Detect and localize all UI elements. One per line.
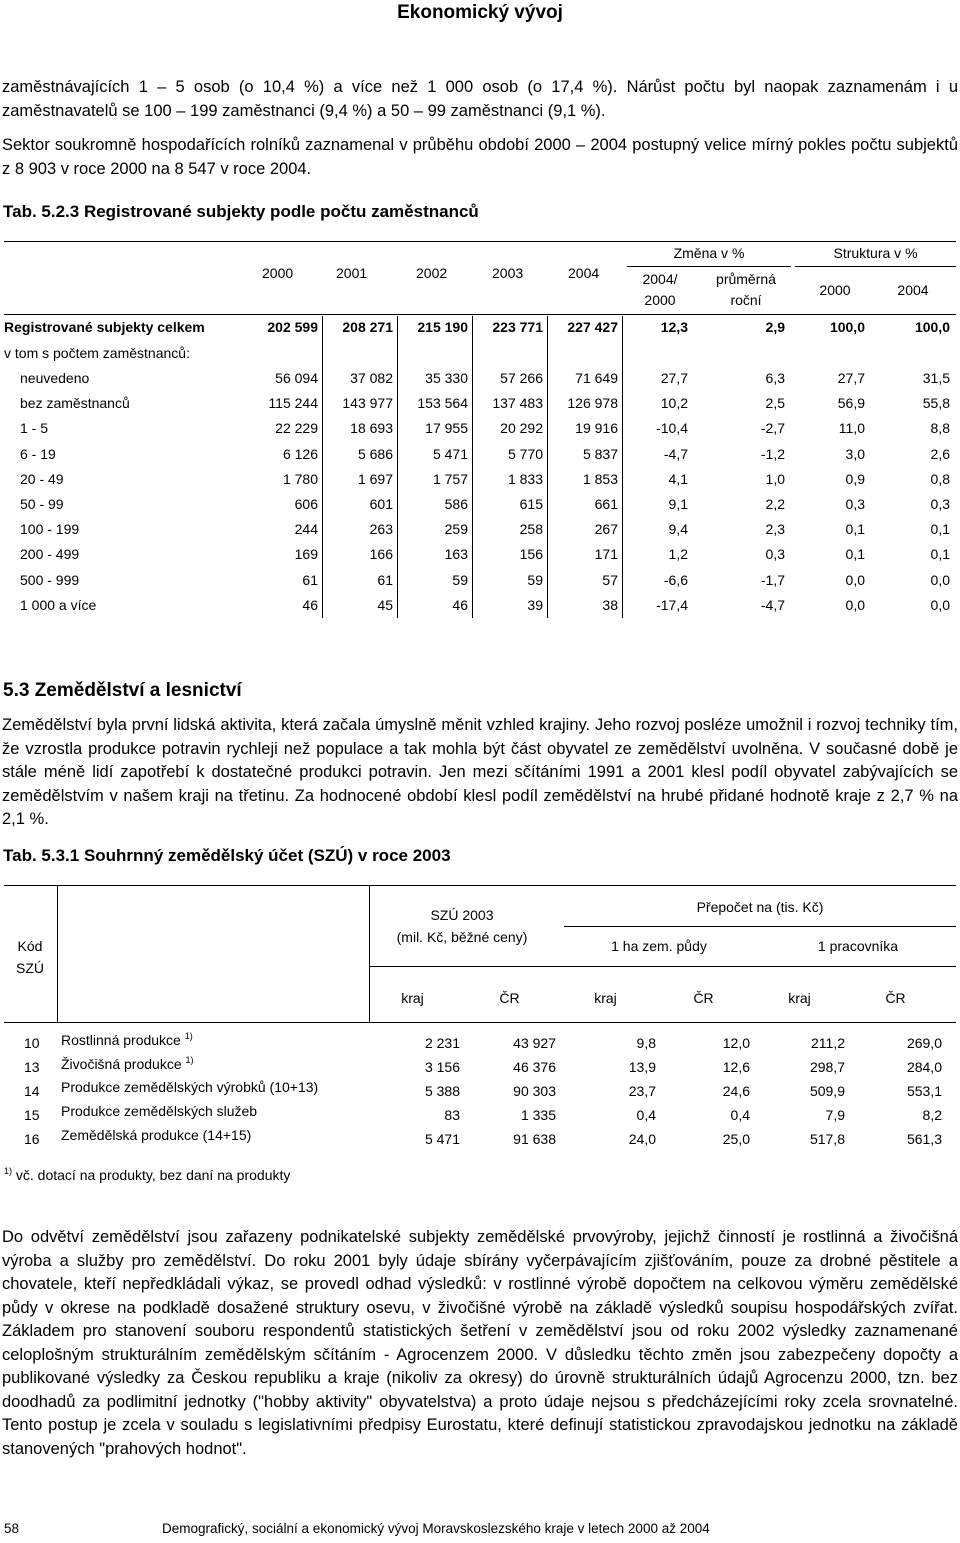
table1-cell: -6,6 (663, 571, 688, 588)
table1-cell: 8,8 (930, 420, 950, 437)
table1-cell: 0,1 (930, 546, 950, 563)
table1-change-sub1-a: 2004/ (642, 271, 678, 287)
table1-cell: 115 244 (268, 395, 318, 412)
table1-cell: 2,5 (765, 395, 785, 412)
table2-top-rule (4, 885, 956, 886)
table1-total-cell: 202 599 (267, 319, 318, 335)
table2-row-label-text: Produkce zemědělských služeb (61, 1103, 258, 1119)
table2-row-label-text: Zemědělská produkce (14+15) (61, 1127, 252, 1143)
table1-cell: 20 292 (500, 420, 543, 437)
table1-total-cell: 12,3 (660, 319, 688, 335)
table2-pracovnik: 1 pracovníka (817, 938, 899, 954)
table2-cell: 561,3 (906, 1131, 942, 1147)
table2-row-code: 10 (24, 1035, 40, 1051)
table2-cell: 284,0 (906, 1059, 942, 1075)
table1-cell: 171 (594, 546, 618, 563)
table2-row-label (61, 1031, 193, 1048)
table1-year-2004: 2004 (568, 265, 600, 281)
table1-total-label: Registrované subjekty celkem (4, 319, 205, 335)
table2-cell: 269,0 (906, 1035, 942, 1051)
table1-cell: 57 (602, 571, 618, 588)
table2-kod-a: Kód (17, 938, 43, 954)
table2-footnote (4, 1166, 290, 1183)
table1-cell: 19 916 (575, 420, 618, 437)
table1-cell: 9,1 (668, 496, 688, 512)
table1-cell: 9,4 (668, 521, 688, 538)
table2-cell: 0,4 (636, 1107, 656, 1123)
table1-row-label: 1 - 5 (20, 420, 49, 437)
table1-total-cell: 223 771 (492, 319, 543, 335)
closing-paragraph: Do odvětví zemědělství jsou zařazeny podnikatelské subjekty zemědělské prvovýroby, jejichž činností je rostlinná a živočišná výroba a služby pro zemědělství. Do roku 2001 byly údaje sbírány vyčerpávajícím zjišťováním, pouze za drobné pěstitele a chovatele, kteří nepředkládali výkaz, se provedl odhad výsledků: v rostlinné výrobě dopočtem na celkovou výměru zemědělské půdy v okrese na podkladě dosažené struktury osevu, v živočišné výrobě na základě výsledků soupisu hospodářských zvířat. Základem pro stanovení souboru respondentů statistických šetření v zemědělství jsou od roku 2002 výsledky zaznamenané celoplošným strukturálním zemědělským sčítáním - Agrocenzem 2000. V důsledku těchto změn jsou zabezpečeny dopočty a publikované výsledky za Českou republiku a kraje (nikoliv za okresy) do úrovně strukturálních údajů Agrocenzu 2000, tzn. bez doodhadů za podlimitní jednotky ("hobby aktivity" obyvatelstva) a proto údaje nejsou s předcházejícími roky zcela srovnatelné. Tento postup je zcela v souladu s legislativními předpisy Eurostatu, které definují statistickou zpravodajskou jednotku na základě stanovených "prahových hodnot". (2, 1228, 958, 1458)
table1-change-underline (627, 266, 791, 267)
table1-cell: 601 (369, 496, 393, 512)
table2-row-code: 15 (24, 1107, 40, 1123)
table2-cell: 298,7 (809, 1059, 845, 1075)
table2-cell: 46 376 (513, 1059, 556, 1075)
table1-structure-header: Struktura v % (833, 245, 918, 261)
table1-cell: -4,7 (663, 445, 688, 462)
section-title: 5.3 Zemědělství a lesnictví (3, 680, 242, 701)
table1-cell: 0,0 (930, 596, 950, 613)
footnote-mark: 1) (185, 1055, 194, 1065)
intro-paragraph-2: Sektor soukromně hospodařících rolníků zaznamenal v průběhu období 2000 – 2004 postupný velice mírný pokles počtu subjektů z 8 903 v roce 2000 na 8 547 v roce 2004. (2, 136, 958, 178)
table1-divider (472, 316, 473, 618)
table1-cell: -2,7 (760, 420, 785, 437)
table1-change-sub2-a: průměrná (716, 271, 776, 287)
table1-cell: 1 757 (432, 470, 468, 487)
table1-cell: 6,3 (765, 370, 785, 386)
table2-row-label-text: Živočišná produkce (61, 1056, 182, 1072)
table1-cell: 39 (527, 596, 543, 613)
table1-title: Tab. 5.2.3 Registrované subjekty podle počtu zaměstnanců (3, 202, 479, 221)
table1-cell: 258 (519, 521, 543, 538)
table1-cell: 45 (377, 596, 393, 613)
table1-cell: 46 (452, 596, 468, 613)
table1-cell: 10,2 (660, 395, 688, 412)
table1-cell: 17 955 (425, 420, 468, 437)
table2-divider (57, 886, 58, 1022)
table2-row-code: 16 (24, 1131, 40, 1147)
table1-cell: 661 (594, 496, 618, 512)
table1-cell: 1 780 (282, 470, 318, 487)
table2-cell: 24,6 (722, 1083, 750, 1099)
table2-cell: 83 (444, 1107, 460, 1123)
table1-cell: 0,9 (845, 470, 865, 487)
table1-subheader: v tom s počtem zaměstnanců: (4, 345, 190, 361)
table1-cell: 0,1 (930, 521, 950, 538)
table1-row-label: 6 - 19 (20, 445, 56, 462)
table2-szu-b: (mil. Kč, běžné ceny) (396, 929, 528, 945)
table1-cell: -17,4 (656, 596, 688, 613)
table2-cell: 509,9 (809, 1083, 845, 1099)
table2-cell: 5 388 (424, 1083, 460, 1099)
table1-cell: 163 (444, 546, 468, 563)
table2-cell: 25,0 (722, 1131, 750, 1147)
table1-row-label: bez zaměstnanců (20, 395, 130, 412)
page-number: 58 (4, 1521, 20, 1536)
table2-cell: 3 156 (424, 1059, 460, 1075)
table1-cell: -1,2 (760, 445, 785, 462)
table1-cell: 0,8 (930, 470, 950, 487)
table1-row-label: 500 - 999 (20, 571, 80, 588)
table1-cell: 59 (452, 571, 468, 588)
table2-cell: 2 231 (424, 1035, 460, 1051)
table2-row-label (61, 1079, 318, 1095)
table2-cell: 8,2 (922, 1107, 942, 1123)
table2-cell: 12,6 (722, 1059, 750, 1075)
table1-cell: 61 (302, 571, 318, 588)
table1-cell: 4,1 (668, 470, 688, 487)
table1-divider (322, 316, 323, 618)
table2-row-code: 14 (24, 1083, 40, 1099)
table1-cell: 0,1 (845, 521, 865, 538)
table1-divider (397, 316, 398, 618)
table1-total-cell: 100,0 (914, 319, 950, 335)
table1-divider (622, 316, 623, 618)
table1-cell: 5 770 (507, 445, 543, 462)
table1-cell: 137 483 (492, 395, 543, 412)
table1-year-2001: 2001 (336, 265, 368, 281)
table1-cell: 38 (602, 596, 618, 613)
table1-cell: 59 (527, 571, 543, 588)
table2-prepocet-underline (564, 926, 956, 927)
table2-ha: 1 ha zem. půdy (611, 938, 707, 954)
table1-cell: 606 (294, 496, 318, 512)
table1-cell: 6 126 (282, 445, 318, 462)
table2-cell: 91 638 (513, 1131, 556, 1147)
table1-row-label: 100 - 199 (20, 521, 80, 538)
table1-change-sub2-b: roční (730, 292, 762, 308)
table1-cell: 0,3 (845, 496, 865, 512)
table2-row-label (61, 1103, 257, 1119)
table2-cell: 1 335 (520, 1107, 556, 1123)
table2-col-cr: ČR (885, 990, 906, 1006)
table1-cell: 1 853 (582, 470, 618, 487)
table1-cell: 267 (594, 521, 618, 538)
table2-cell: 9,8 (636, 1035, 656, 1051)
table1-cell: 27,7 (837, 370, 865, 386)
table2-cell: 90 303 (513, 1083, 556, 1099)
table1-change-header: Změna v % (673, 245, 745, 261)
table2-cell: 12,0 (722, 1035, 750, 1051)
table1-cell: 156 (519, 546, 543, 563)
table1-cell: 263 (369, 521, 393, 538)
table1-structure-underline (795, 266, 956, 267)
table1-cell: 143 977 (342, 395, 393, 412)
table1-cell: 5 837 (582, 445, 618, 462)
table1-cell: 46 (302, 596, 318, 613)
table1-cell: 57 266 (500, 370, 543, 386)
table1-cell: 1 697 (357, 470, 393, 487)
table1-cell: 259 (444, 521, 468, 538)
table1-cell: 2,3 (765, 521, 785, 538)
table1-year-2002: 2002 (416, 265, 448, 281)
table1-structure-2000: 2000 (819, 282, 851, 298)
table1-cell: 0,0 (930, 571, 950, 588)
table2-row-label-text: Produkce zemědělských výrobků (10+13) (61, 1079, 319, 1095)
footnote-mark: 1) (184, 1031, 193, 1041)
footnote-mark: 1) (4, 1166, 13, 1176)
table2-title: Tab. 5.3.1 Souhrnný zemědělský účet (SZÚ) v roce 2003 (3, 846, 451, 865)
table1-cell: 3,0 (845, 445, 865, 462)
table1-divider (547, 316, 548, 618)
table1-cell: -4,7 (760, 596, 785, 613)
table1-cell: 18 693 (350, 420, 393, 437)
table2-cell: 24,0 (628, 1131, 656, 1147)
table1-total-cell: 227 427 (567, 319, 618, 335)
table1-cell: 126 978 (567, 395, 618, 412)
table2-header-bottom-rule (4, 1022, 956, 1023)
table2-col-cr: ČR (499, 990, 520, 1006)
table1-cell: 1,0 (765, 470, 785, 487)
table2-cell: 0,4 (730, 1107, 750, 1123)
table1-cell: 169 (294, 546, 318, 563)
table2-cell: 517,8 (809, 1131, 845, 1147)
section-paragraph: Zemědělství byla první lidská aktivita, která začala úmyslně měnit vzhled krajiny. Jeho rozvoj posléze umožnil i rozvoj techniky tím, že vzrostla produkce potravin rychleji než populace a tak mohla být část obyvatel ze zemědělství uvolněna. V současné době je stále méně lidí zapotřebí k dostatečné produkci potravin. Jen mezi sčítáními 1991 a 2001 klesl podíl obyvatel zabývajících se zemědělstvím v našem kraji na třetinu. Za hodnocené období klesl podíl zemědělství na hrubé přidané hodnotě kraje z 2,7 % na 2,1 %. (2, 716, 958, 828)
table1-cell: 586 (444, 496, 468, 512)
table1-cell: 35 330 (425, 370, 468, 386)
table1-total-cell: 2,9 (765, 319, 785, 335)
table1-cell: 166 (369, 546, 393, 563)
table2-col-kraj: kraj (401, 990, 424, 1006)
table2-mid-rule (370, 966, 956, 967)
table1-header-bottom-rule (4, 314, 956, 315)
table1-cell: 0,1 (845, 546, 865, 563)
page-header-title: Ekonomický vývoj (397, 2, 563, 23)
table2-col-kraj: kraj (594, 990, 617, 1006)
table1-cell: 22 229 (275, 420, 318, 437)
table1-cell: -10,4 (656, 420, 688, 437)
table2-cell: 7,9 (825, 1107, 845, 1123)
table1-cell: 11,0 (838, 420, 865, 437)
table1-cell: 244 (294, 521, 318, 538)
table1-structure-2004: 2004 (897, 282, 929, 298)
table1-cell: 71 649 (575, 370, 618, 386)
footnote-text: vč. dotací na produkty, bez daní na produkty (15, 1167, 291, 1183)
table2-cell: 211,2 (811, 1035, 845, 1051)
table1-cell: 0,0 (845, 596, 865, 613)
table1-cell: 2,2 (765, 496, 785, 512)
table2-cell: 13,9 (628, 1059, 656, 1075)
table1-cell: 56,9 (837, 395, 865, 412)
table1-year-2000: 2000 (262, 265, 294, 281)
table2-szu-a: SZÚ 2003 (430, 907, 494, 923)
table1-top-rule (4, 241, 956, 242)
table2-cell: 23,7 (628, 1083, 656, 1099)
table2-kod-b: SZÚ (16, 960, 44, 976)
table2-row-label (61, 1055, 194, 1072)
table1-cell: 56 094 (275, 370, 318, 386)
table2-prepocet: Přepočet na (tis. Kč) (696, 899, 824, 915)
table1-cell: 27,7 (660, 370, 688, 386)
table1-cell: 1 833 (507, 470, 543, 487)
table2-cell: 553,1 (906, 1083, 942, 1099)
table1-total-cell: 100,0 (829, 319, 865, 335)
table1-row-label: 50 - 99 (20, 496, 64, 512)
table1-cell: 55,8 (922, 395, 950, 412)
intro-paragraph-1: zaměstnávajících 1 – 5 osob (o 10,4 %) a více než 1 000 osob (o 17,4 %). Nárůst počtu byl naopak zaznamenám i u zaměstnavatelů se 100 – 199 zaměstnanci (9,4 %) a 50 – 99 zaměstnanci (9,1 %). (2, 78, 958, 120)
table1-cell: 37 082 (350, 370, 393, 386)
table1-cell: 61 (377, 571, 393, 588)
table1-cell: 0,0 (845, 571, 865, 588)
table2-row-label (61, 1127, 251, 1143)
table1-cell: 615 (519, 496, 543, 512)
table1-total-cell: 208 271 (342, 319, 393, 335)
table2-row-label-text: Rostlinná produkce (61, 1032, 181, 1048)
table1-total-cell: 215 190 (417, 319, 468, 335)
table1-row-label: 1 000 a více (20, 596, 97, 613)
table1-cell: 5 686 (357, 445, 393, 462)
table1-cell: 153 564 (417, 395, 468, 412)
table2-cell: 43 927 (513, 1035, 556, 1051)
table1-change-sub1-b: 2000 (644, 292, 676, 308)
footer-text: Demografický, sociální a ekonomický vývoj Moravskoslezského kraje v letech 2000 až 2004 (162, 1521, 710, 1536)
table1-cell: 0,3 (930, 496, 950, 512)
table2-cell: 5 471 (424, 1131, 460, 1147)
table1-cell: 31,5 (922, 370, 950, 386)
table1-row-label: 200 - 499 (20, 546, 80, 563)
table2-col-kraj: kraj (788, 990, 811, 1006)
table1-cell: 5 471 (432, 445, 468, 462)
table1-row-label: 20 - 49 (20, 470, 64, 487)
table1-row-label: neuvedeno (20, 370, 90, 386)
table1-cell: 1,2 (668, 546, 688, 563)
table1-cell: 2,6 (930, 445, 950, 462)
table2-col-cr: ČR (693, 990, 714, 1006)
table2-divider (369, 886, 370, 1022)
table1-cell: -1,7 (760, 571, 785, 588)
table1-year-2003: 2003 (492, 265, 524, 281)
table1-cell: 0,3 (765, 546, 785, 563)
table2-row-code: 13 (24, 1059, 40, 1075)
